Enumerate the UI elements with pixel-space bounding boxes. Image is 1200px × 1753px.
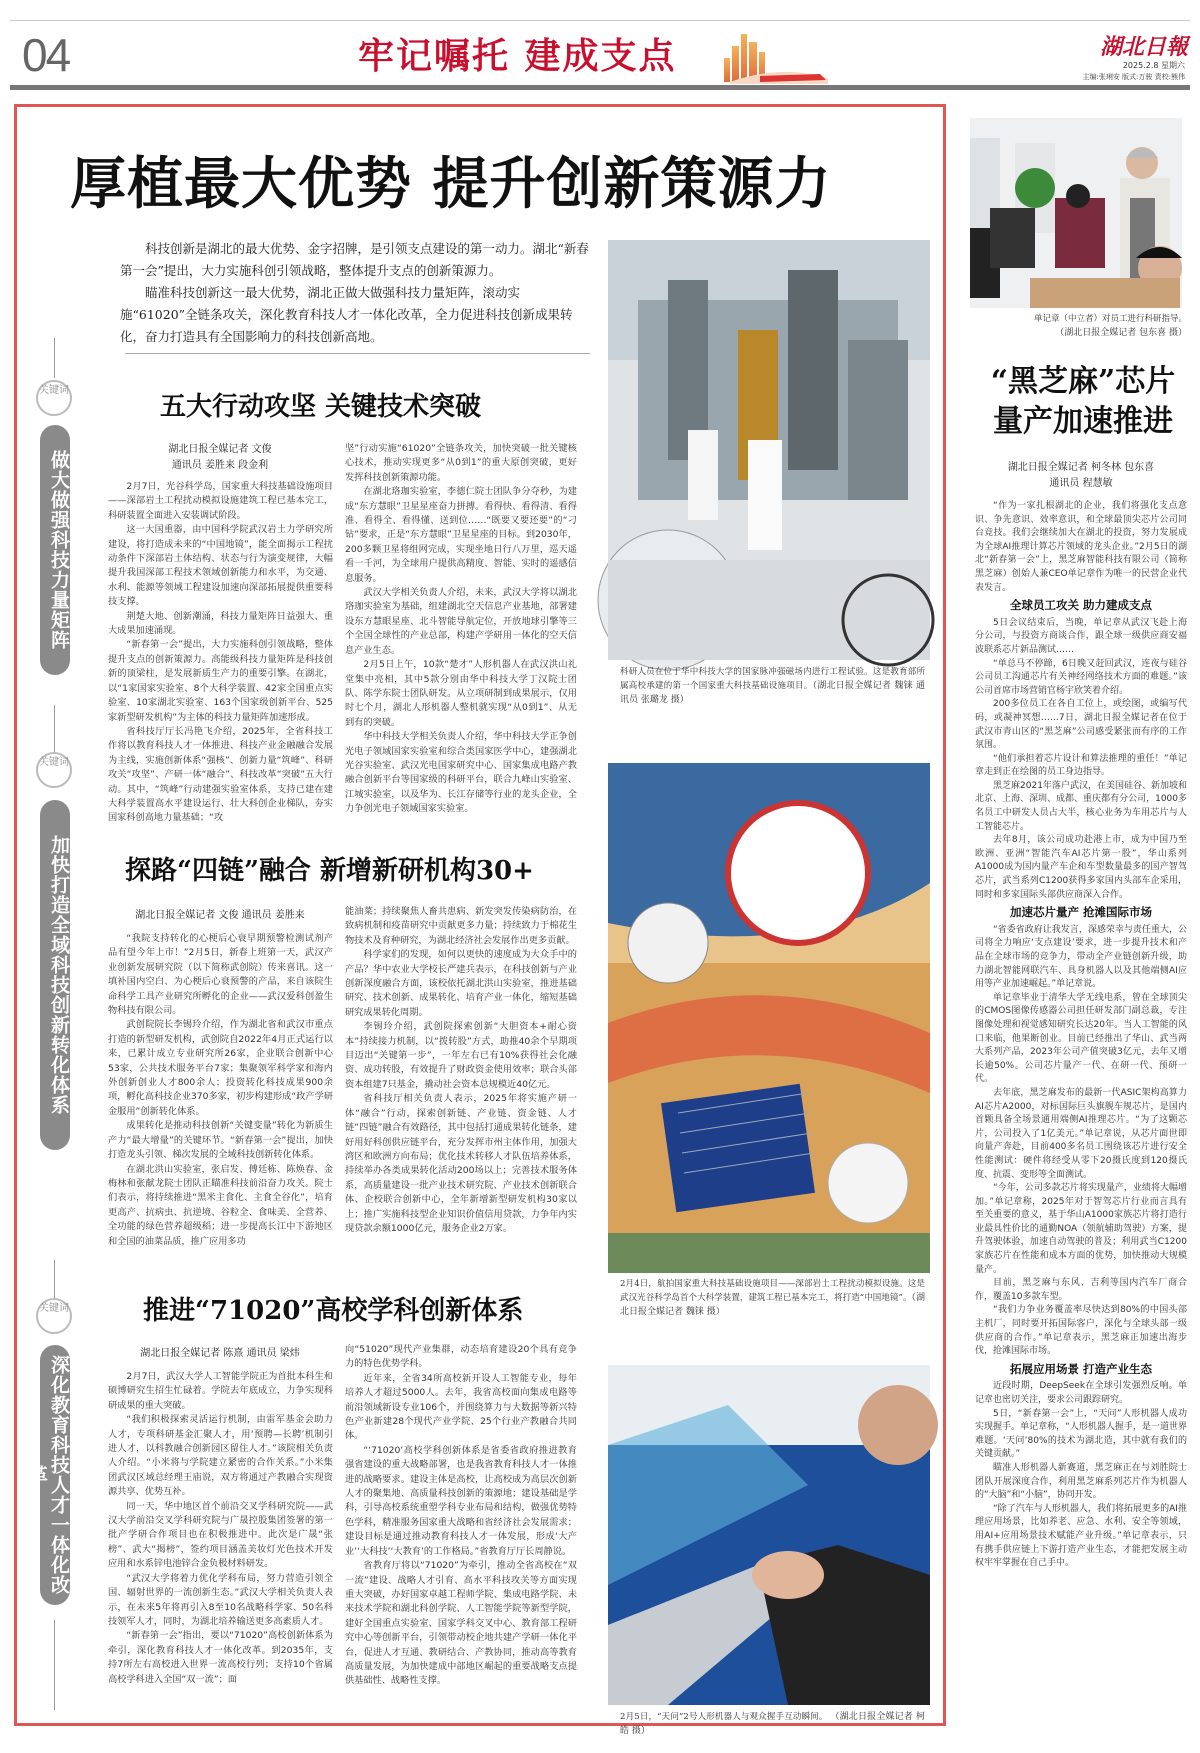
article-column bbox=[345, 1343, 577, 1715]
newspaper-logo: 湖北日報 bbox=[1100, 34, 1189, 60]
photo-lab-experiment bbox=[608, 240, 930, 660]
paragraph: 能油菜；持续聚焦人畜共患病、新发突发传染病防治，在致病机制和疫苗研究中贡献更多力量；持续致力于棉花生物技术及育种研究，为湖北经济社会发展作出更多贡献。 bbox=[345, 906, 577, 946]
skyline-decoration-icon bbox=[720, 28, 830, 84]
byline bbox=[975, 460, 1187, 492]
paragraph: 华中科技大学相关负责人介绍，华中科技大学正争创光电子领域国家实验室和综合类国家医学中心，建强湖北光谷实验室、武汉光电国家研究中心、国家集成电路产教融合创新平台等国家级的科研平台，联合九峰山实验室、江城实验室，以及华为、长江存储等行业的龙头企业，全力争创光电子领域国家实验室。 bbox=[345, 731, 577, 815]
paragraph: “‘71020’高校学科创新体系是省委省政府推进教育强省建设的重大战略部署，也是我省教育科技人才一体推进的战略要求。建设主体是高校，让高校成为高层次创新人才的聚集地、高质量科技创新的策源地；建设基础是学科，引导高校系统重塑学科专业布局和结构，做强优势特色学科，精准服务国家重大战略和省经济社会发展需求；建设目标是通过推动教育科技人才一体发展，形成‘大产业’‘大科技’‘大教育’的工作格局。”省教育厅厅长周静说。 bbox=[345, 1444, 577, 1557]
subheading: 加速芯片量产 抢滩国际市场 bbox=[1009, 905, 1152, 920]
byline: 湖北日报全媒记者 陈熹 通讯员 梁炜 bbox=[140, 1348, 300, 1359]
paragraph: 省科技厅相关负责人表示，2025年将实施产研一体“融合”行动，探索创新链、产业链、资金链、人才链“四链”融合有效路径，其中包括打通成果转化链条，建好用好科创供应链平台，充分发挥市州主体作用，加强大湾区和欧洲方向布局；优化技术转移人才队伍培养体系，持续举办各类成果转化活动200场以上；完善技术服务体系，高质量建设一批产业技术研究院、产业技术创新联合体、企校联合创新中心，全年新增新型研发机构30家以上；推广实施科技型企业知识价值信用贷款，力争年内实现贷款余额1000亿元，服务企业2万家。 bbox=[345, 1093, 577, 1234]
paragraph: 省教育厅将以“71020”为牵引，推动全省高校在“双一流”建设、战略人才引育、高水平科技攻关等方面实现重大突破，办好国家卓越工程师学院、集成电路学院、未来技术学院和湖北科创学院、人工智能学院等新型学院，建好全国重点实验室、国家学科交叉中心、教育部工程研究中心等创新平台，引领带动校企地共建产学研一体化平台，促进人才互通、教研结合、产教协同，推动高等教育高质量发展，为加快建成中部地区崛起的重要战略支点提供基础性、战略性支撑。 bbox=[345, 1560, 577, 1687]
byline-correspondent: 通讯员 程慧敏 bbox=[1049, 478, 1113, 489]
paragraph: 向“51020”现代产业集群，动态培育建设20个具有竞争力的特色优势学科。 bbox=[345, 1344, 577, 1370]
article-column bbox=[345, 442, 577, 815]
paragraph: “我们力争业务覆盖率尽快达到80%的中国头部主机厂，同时要开拓国际客户，深化与全球头部一级供应商的合作。”单记章表示，黑芝麻正加速出海步伐，抢滩国际市场。 bbox=[975, 1305, 1187, 1357]
sidebar-headline-line2: 量产加速推进 bbox=[993, 404, 1173, 439]
masthead-rule bbox=[10, 85, 1190, 90]
photo-caption bbox=[620, 665, 925, 707]
paragraph: “我院支持转化的心梗后心衰早期预警检测试剂产品有望今年上市！”2月5日，新春上班第一天，武汉产业创新发展研究院（以下简称武创院）传来喜讯。这一填补国内空白、为心梗后心衰预警的产品，来自该院生命科学工具产业研究所孵化的企业——武汉爱科创盈生物科技有限公司。 bbox=[108, 933, 333, 1017]
subheading: 全球员工攻关 助力建成支点 bbox=[1009, 598, 1152, 613]
keyword-line bbox=[54, 1620, 55, 1710]
paragraph: 单记章毕业于清华大学无线电系，曾在全球顶尖的CMOS图像传感器公司担任研发部门副总裁，专注图像处理和视觉感知研究长达20年。当人工智能的风口来临，他果断创业。目前已经推出了华山、武当两大系列产品，2023年公司产值突破3亿元，去年又增长逾50%。公司芯片量产一代、在研一代、预研一代。 bbox=[975, 992, 1187, 1085]
photo-caption bbox=[620, 1710, 925, 1738]
subheading: 拓展应用场景 打造产业生态 bbox=[1009, 1361, 1152, 1376]
paragraph: 坚”行动实施“61020”全链条攻关，加快突破一批关键核心技术，推动实现更多“从0到1”的重大原创突破，更好发挥科技创新策源功能。 bbox=[345, 443, 577, 483]
paragraph: 瞄准人形机器人新赛道，黑芝麻正在与刘胜院士团队开展深度合作，利用黑芝麻系列芯片作为机器人的“大脑”和“小脑”，协同开发。 bbox=[975, 1462, 1187, 1501]
issue-date: 2025.2.8 星期六 bbox=[1122, 61, 1185, 70]
photo-office-guidance bbox=[970, 118, 1182, 308]
paragraph: 近段时期，DeepSeek在全球引发强烈反响。单记章也密切关注，要求公司跟踪研究。 bbox=[975, 1381, 1187, 1405]
paragraph: 2月5日上午，10款“楚才”人形机器人在武汉洪山礼堂集中亮相，其中5款分别由华中科技大学丁汉院士团队、陈学东院士团队研发。从立项研制到成果展示，仅用时七个月，湖北人形机器人整机就实现“从0到1”、从无到有的突破。 bbox=[345, 659, 577, 728]
intro-paragraph: 瞄准科技创新这一最大优势，湖北正做大做强科技力量矩阵，滚动实施“61020”全链条攻关，深化教育科技人才一体化改革，全力促进科技创新成果转化，奋力打造具有全国影响力的科技创新高地。 bbox=[120, 285, 573, 344]
keyword-badge: 关键词 bbox=[36, 1298, 72, 1334]
photo-credit: （湖北日报全媒记者 魏铼 摄） bbox=[620, 1293, 925, 1317]
keyword-label: 做大做强科技力量矩阵 bbox=[40, 425, 70, 675]
caption-text: 科研人员在位于华中科技大学的国家脉冲强磁场内进行工程试验。这是教育部所属高校承建的第一个国家重大科技基础设施项目。 bbox=[620, 667, 925, 691]
sidebar-article-body bbox=[975, 500, 1187, 1745]
paragraph: 近年来，全省34所高校新开设人工智能专业，每年培养人才超过5000人。去年，我省高校面向集成电路等前沿领域新设专业106个，并围绕算力与大数据等新兴特色产业新建28个现代产业学院、25个行业产教融合共同体。 bbox=[345, 1372, 577, 1442]
intro-paragraph: 科技创新是湖北的最大优势、金字招牌，是引领支点建设的第一动力。湖北“新春第一会”提出，大力实施科创引领战略，整体提升支点的创新策源力。 bbox=[120, 241, 589, 278]
paragraph: 李锡玲介绍，武创院探索创新“大胆资本+耐心资本”持续接力机制，以“拨转股”方式，助推40余个早期项目迈出“关键第一步”，一年左右已有10%获得社会化融资、成功转股，有效提升了财政资金使用效率；联合头部资本组建7只基金，撬动社会资本总规模近40亿元。 bbox=[345, 1021, 577, 1090]
paragraph: 同一天，华中地区首个前沿交叉学科研究院——武汉大学前沿交叉学科研究院与广晟控股集团签署的第一批产学研合作项目也在积极推进中。此次是广晟“张榜”、武大“揭榜”，签约项目涵盖美妆灯光色技术开发应用和水系锌电池锌合金负极材料研发。 bbox=[108, 1500, 333, 1570]
section-title: 五大行动攻坚 关键技术突破 bbox=[160, 392, 482, 422]
column-banner: 牢记嘱托 建成支点 bbox=[358, 36, 677, 77]
byline-reporter: 湖北日报全媒记者 柯冬林 包东喜 bbox=[1007, 462, 1155, 473]
paragraph: “除了汽车与人形机器人，我们将拓展更多的AI推理应用场景，比如养老、应急、水利、安全等领域，用AI+应用场景技术赋能产业升级。”单记章表示，只有携手供应链上下游打造产业生态，才能把发展主动权牢牢掌握在自己手中。 bbox=[975, 1503, 1187, 1569]
paragraph: 200多位员工在各自工位上，或绘图，或编写代码，或凝神冥想……7日，湖北日报全媒记者在位于武汉市青山区的“黑芝麻”公司感受紧张而有序的工作氛围。 bbox=[975, 699, 1187, 751]
article-column bbox=[345, 905, 577, 1262]
paragraph: 目前，黑芝麻与东风、吉利等国内汽车厂商合作，覆盖10多款车型。 bbox=[975, 1278, 1187, 1302]
byline-correspondent: 通讯员 姜胜来 段金利 bbox=[171, 460, 269, 471]
paragraph: “单总马不停蹄，6日晚又赶回武汉，连夜与硅谷公司员工沟通芯片有关神经网络技术方面的难题。”该公司首席市场营销官杨宇欣笑着介绍。 bbox=[975, 658, 1187, 696]
keyword-line bbox=[54, 705, 55, 755]
keyword-badge: 关键词 bbox=[36, 380, 72, 416]
paragraph: “今年，公司多款芯片将实现量产，业绩将大幅增加。”单记章称，2025年对于智驾芯片行业而言具有至关重要的意义，基于华山A1000家族芯片将打造行业最具性价比的通勤NOA（领航辅助驾驶）方案，提升驾驶体验，加速自动驾驶的普及；利用武当C1200家族芯片在性能和成本方面的优势，加快推动大规模量产。 bbox=[975, 1183, 1187, 1275]
photo-caption bbox=[975, 312, 1187, 340]
paragraph: 荆楚大地、创新潮涌，科技力量矩阵日益强大、重大成果加速涌现。 bbox=[108, 610, 333, 637]
byline-reporter: 湖北日报全媒记者 文俊 bbox=[168, 444, 272, 455]
paragraph: “我们积极探索灵活运行机制，由雷军基金会助力人才，专项科研基金汇聚人才，用‘预聘—长聘’机制引进人才，以科教融合创新园区留住人才。”该院相关负责人介绍。“小米将与学院建立紧密的合作关系。”小米集团武汉区域总经理王庙说，双方将通过产教融合实现资源共享、优势互补。 bbox=[108, 1414, 333, 1498]
caption-text: 2月5日，“天问”2号人形机器人与观众握手互动瞬间。 bbox=[620, 1712, 828, 1722]
paragraph: 省科技厅厅长冯艳飞介绍，2025年，全省科技工作将以教育科技人才一体推进、科技产业金融融合发展为主线，实施创新体系“强核”、创新力量“筑峰”、科研攻关“攻坚”、产研一体“融合”、科技改革“突破”五大行动。其中，“筑峰”行动建强实验室体系，支持已建在建大科学装置高水平建设运行、壮大科创企业梯队，夯实国家科创高地力量基础；“攻 bbox=[108, 725, 333, 824]
section-title: 探路“四链”融合 新增新研机构30+ bbox=[125, 856, 534, 886]
paragraph: “新春第一会”指出，要以“71020”高校创新体系为牵引，深化教育科技人才一体化改革。到2035年，支持7所左右高校进入世界一流高校行列；支持10个省属高校学科进入全国“双一流”；面 bbox=[108, 1630, 333, 1685]
paragraph: 黑芝麻2021年落户武汉，在美国硅谷、新加坡和北京、上海、深圳、成都、重庆都有分公司，1000多名员工中研发人员占大半，核心业务为车用芯片与人工智能芯片。 bbox=[975, 780, 1187, 832]
paragraph: “武汉大学将着力优化学科布局，努力营造引领全国、辐射世界的一流创新生态。”武汉大学相关负责人表示，在未来5年将再引入8至10名战略科学家、50名科技领军人才，同时，为湖北培养输送更多高素质人才。 bbox=[108, 1572, 333, 1627]
photo-credit: （湖北日报全媒记者 魏铼 通讯员 张璐龙 摄） bbox=[620, 681, 925, 705]
top-rule bbox=[10, 20, 1190, 21]
intro-block bbox=[120, 238, 590, 348]
paragraph: 科学家们的发现，如何以更快的速度成为大众手中的产品？华中农业大学校长严建兵表示，在科技创新与产业创新深度融合方面，该校依托湖北洪山实验室，推进基础研究、技术创新、成果转化、培育产业一体化，缩短基础研究成果转化周期。 bbox=[345, 949, 577, 1018]
main-headline: 厚植最大优势 提升创新策源力 bbox=[70, 151, 832, 217]
keyword-label: 加快打造全域科技创新转化体系 bbox=[40, 800, 70, 1150]
paragraph: 武创院院长李锡玲介绍，作为湖北省和武汉市重点打造的新型研发机构，武创院自2022年4月正式运行以来，已累计成立专业研究所26家，企业联合创新中心53家，公共技术服务平台7家；集聚领军科学家和海内外创新创业人才800余人；投资转化科技成果900余项，孵化高科技企业370多家，初步构建形成“政产学研金服用”创新转化体系。 bbox=[108, 1019, 333, 1117]
caption-text: 2月4日，航拍国家重大科技基础设施项目——深部岩土工程扰动模拟设施。这是武汉光谷科学岛首个大科学装置，建筑工程已基本完工，将打造“中国地镜”。 bbox=[620, 1279, 925, 1303]
paragraph: 5日，“新春第一会”上，“天问”人形机器人成功实现握手。单记章称，“人形机器人握手，是一道世界难题。‘天问’80%的技术为湖北造，其中就有我们的关键贡献。” bbox=[975, 1408, 1187, 1460]
editor-credits: 主编:张琍安 版式:万骏 责校:熊伟 bbox=[1082, 73, 1185, 81]
paragraph: “省委省政府让我发言，深感荣幸与责任重大，公司将全力响应‘支点建设’要求，进一步提升技术和产品在全球市场的竞争力，带动全产业链创新升级，助力湖北智能网联汽车、具身机器人以及其他端侧AI应用等产业加速崛起。”单记章说。 bbox=[975, 924, 1187, 990]
paragraph: 2月7日，武汉大学人工智能学院正为首批本科生和硕博研究生招生忙碌着。学院去年底成立，力争实现科研成果的重大突破。 bbox=[108, 1371, 333, 1411]
sidebar-headline bbox=[978, 362, 1188, 442]
photo-robot-handshake bbox=[608, 1365, 930, 1705]
page-number: 04 bbox=[22, 29, 70, 81]
paragraph: 这一大国重器，由中国科学院武汉岩土力学研究所建设，将打造成未来的“中国地镜”，能全面揭示工程扰动条件下深部岩土体结构、状态与行为演变规律，大幅提升我国深部工程技术领域创新能力和水平，为交通、水利、能源等领域工程建设加速向深部拓展提供重要科技支撑。 bbox=[108, 524, 333, 608]
paragraph: 在湖北洪山实验室，张启发、傅廷栋、陈焕春、金梅林和张献龙院士团队正瞄准科技前沿奋力攻关。院士们表示，将持续推进“黑米主食化、主食全谷化”，培育更高产、抗病虫、抗逆境、谷粒全、食味美、全营养、全功能的绿色营养超级稻；进一步提高长江中下游地区和全国的油菜品质，推广应用多功 bbox=[108, 1163, 333, 1247]
paragraph: 武汉大学相关负责人介绍，未来，武汉大学将以湖北珞珈实验室为基础，组建湖北空天信息产业基地，部署建设东方慧眼星座、北斗智能导航定位，开放地球引擎等三个全国全球性的产业总部，构建产学研用一体化的空天信息产业生态。 bbox=[345, 587, 577, 656]
paragraph: 2月7日，光谷科学岛，国家重大科技基础设施项目——深部岩土工程扰动模拟设施建筑工程已基本完工，科研装置全面进入安装调试阶段。 bbox=[108, 481, 333, 521]
paragraph: 去年底，黑芝麻发布的最新一代ASIC架构高算力AI芯片A2000，对标国际巨头旗舰车规芯片，是国内首颗具备全场景通用端侧AI推理芯片。“为了这颗芯片，公司投入了1亿美元。”单记章说，从芯片面世即向量产奔赴，目前400多名员工围绕该芯片进行安全性能测试：硬件将经受从零下20摄氏度到120摄氏度、抗震、变形等全面测试。 bbox=[975, 1087, 1187, 1180]
keyword-line bbox=[54, 1260, 55, 1300]
article-column bbox=[108, 1370, 333, 1715]
photo-caption bbox=[620, 1277, 925, 1319]
paragraph: 成果转化是推动科技创新“关键变量”转化为新质生产力“最大增量”的关键环节。“新春第一会”提出，加快打造龙头引领、梯次发展的全域科技创新转化体系。 bbox=[108, 1120, 333, 1161]
keyword-line bbox=[54, 338, 55, 378]
paragraph: 5日会议结束后，当晚，单记章从武汉飞赴上海分公司，与投资方商谈合作，跟全球一级供应商安福波联系芯片新品测试…… bbox=[975, 617, 1187, 655]
caption-text: 单记章（中立者）对员工进行科研指导。 bbox=[1033, 314, 1187, 324]
byline bbox=[110, 442, 330, 474]
article-column bbox=[108, 480, 333, 824]
section-title: 推进“71020”高校学科创新体系 bbox=[143, 1296, 524, 1326]
paragraph: “他们承担着芯片设计和算法推理的重任！”单记章走到正在绘图的员工身边指导。 bbox=[975, 753, 1187, 778]
intro-divider bbox=[125, 353, 590, 354]
paragraph: 在湖北珞珈实验室，李德仁院士团队争分夺秒，为建成“东方慧眼”卫星星座奋力拼搏。看得快、看得清、看得准、看得全、看得懂、送到位……“既要又要还要”的“刁钻”要求，正是“东方慧眼”卫星星座的目标。到2030年，200多颗卫星将组网完成，实现坐地日行八万里，巡天遥看一千河，为全球用户提供高精度、智能、实时的遥感信息服务。 bbox=[345, 486, 577, 584]
keyword-label: 深化教育科技人才一体化改革 bbox=[40, 1345, 70, 1605]
photo-aerial-facility bbox=[608, 763, 930, 1273]
photo-credit: （湖北日报全媒记者 柯皓 摄） bbox=[620, 1712, 925, 1736]
keyword-badge: 关键词 bbox=[36, 752, 72, 788]
byline: 湖北日报全媒记者 文俊 通讯员 姜胜来 bbox=[135, 910, 305, 921]
paragraph: 去年8月，该公司成功赴港上市，成为中国乃至欧洲、亚洲“智能汽车AI芯片第一股”，华山系列A1000成为国内量产车企和车型数量最多的国产智驾芯片，武当系列C1200获得多家国内头部车企采用，同时和多家国际头部供应商深入合作。 bbox=[975, 835, 1187, 900]
sidebar-headline-line1: “黑芝麻”芯片 bbox=[990, 364, 1176, 399]
article-column bbox=[108, 932, 333, 1262]
paragraph: “新春第一会”提出，大力实施科创引领战略，整体提升支点的创新策源力。高能级科技力量矩阵是科技创新的顶梁柱，是发展新质生产力的重要引擎。在湖北，以“1家国家实验室、8个大科学装置、42家全国重点实验室、10家湖北实验室、163个国家级创新平台、525家新型研发机构”为主体的科技力量矩阵加速形成。 bbox=[108, 639, 333, 723]
photo-credit: （湖北日报全媒记者 包东喜 摄） bbox=[1055, 328, 1187, 338]
paragraph: “作为一家扎根湖北的企业，我们将强化支点意识、争先意识、效率意识，和全球最顶尖芯片公司同台竞技。我们会继续加大在湖北的投资，努力发展成为全球AI推理计算芯片领域的龙头企业。”2月5日的湖北“新春第一会”上，黑芝麻智能科技有限公司（简称黑芝麻）创始人兼CEO单记章作为唯一的民营企业代表发言。 bbox=[975, 501, 1187, 593]
